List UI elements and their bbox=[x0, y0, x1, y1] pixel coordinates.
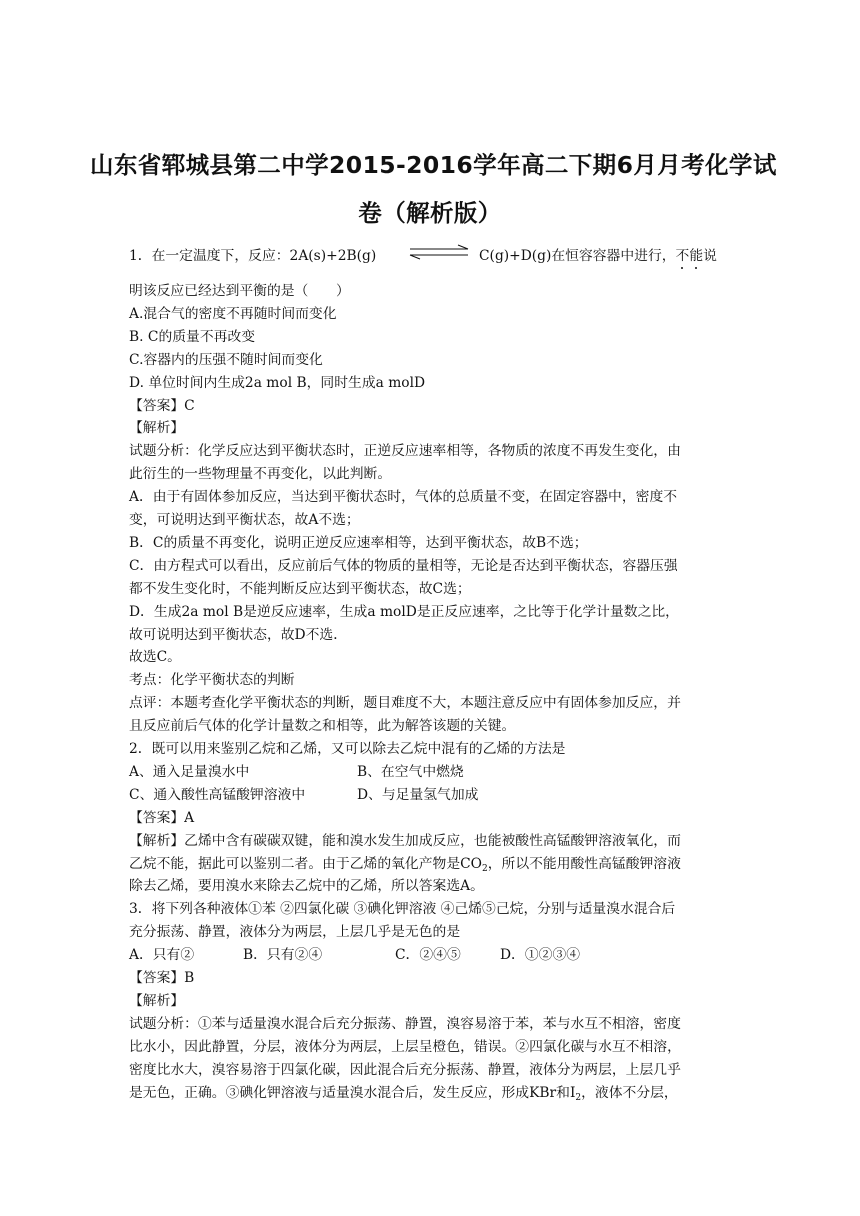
q3-analysis-line-2: 比水小，因此静置，分层，液体分为两层，上层呈橙色，错误。②四氯化碳与水互不相溶， bbox=[129, 1039, 681, 1055]
q1-answer: 【答案】C bbox=[129, 398, 195, 414]
q1-option-c: C.容器内的压强不随时间而变化 bbox=[129, 352, 323, 368]
q3-analysis-line-3: 密度比水大，溴容易溶于四氯化碳，因此混合后充分振荡、静置，液体分为两层，上层几乎 bbox=[129, 1062, 681, 1078]
q3-stem-line-2: 充分振荡、静置，液体分为两层，上层几乎是无色的是 bbox=[129, 924, 461, 940]
q1-emphasis-not: 不 bbox=[675, 248, 690, 264]
q1-analysis-line-8: D．生成2a mol B是逆反应速率，生成a molD是正反应速率，之比等于化学计量数之比， bbox=[129, 604, 679, 620]
q1-analysis-line-7: 都不发生变化时，不能判断反应达到平衡状态，故C选； bbox=[129, 581, 471, 597]
q2-option-a: A、通入足量溴水中 bbox=[129, 764, 250, 780]
q2-analysis-line-2-pre: 乙烷不能，据此可以鉴别二者。由于乙烯的氧化产物是CO bbox=[129, 856, 482, 872]
q1-analysis-line-10: 故选C。 bbox=[129, 649, 181, 665]
q3-analysis-label: 【解析】 bbox=[129, 993, 185, 1009]
q1-analysis-line-13: 且反应前后气体的化学计量数之和相等，此为解答该题的关键。 bbox=[129, 718, 516, 734]
q2-option-b: B、在空气中燃烧 bbox=[357, 764, 464, 780]
q1-analysis-line-4: 变，可说明达到平衡状态，故A不选； bbox=[129, 512, 360, 528]
q3-analysis-line-4 bbox=[129, 1087, 678, 1103]
q1-analysis-line-5: B．C的质量不再变化，说明正逆反应速率相等，达到平衡状态，故B不选； bbox=[129, 535, 588, 551]
q2-analysis-line-3: 除去乙烯，要用溴水来除去乙烷中的乙烯，所以答案选A。 bbox=[129, 878, 484, 894]
q3-analysis-line-4-post: ，液体不分层， bbox=[581, 1085, 678, 1101]
q1-analysis-label: 【解析】 bbox=[129, 420, 185, 436]
q1-option-a: A.混合气的密度不再随时间而变化 bbox=[129, 306, 337, 322]
q3-option-c: C．②④⑤ bbox=[395, 947, 461, 963]
q1-stem-line-2: 明该反应已经达到平衡的是（ ） bbox=[129, 283, 350, 299]
document-title-line-1: 山东省郓城县第二中学2015-2016学年高二下期6月月考化学试 bbox=[90, 151, 777, 179]
q1-stem-part-3: 说 bbox=[703, 248, 717, 264]
q1-analysis-line-2: 此衍生的一些物理量不再变化，以此判断。 bbox=[129, 466, 392, 482]
q3-option-b: B．只有②④ bbox=[243, 947, 323, 963]
q1-stem-line-1-cont bbox=[479, 250, 717, 264]
q2-co2-subscript: 2 bbox=[482, 864, 488, 874]
q3-option-d: D．①②③④ bbox=[500, 947, 581, 963]
document-title-line-2: 卷（解析版） bbox=[358, 199, 502, 227]
q1-analysis-line-6: C．由方程式可以看出，反应前后气体的物质的量相等，无论是否达到平衡状态，容器压强 bbox=[129, 558, 678, 574]
q3-answer: 【答案】B bbox=[129, 970, 195, 986]
q1-analysis-line-9: 故可说明达到平衡状态，故D不选． bbox=[129, 627, 348, 643]
q3-analysis-line-1: 试题分析：①苯与适量溴水混合后充分振荡、静置，溴容易溶于苯，苯与水互不相溶，密度 bbox=[129, 1016, 681, 1032]
q1-analysis-line-12: 点评：本题考查化学平衡状态的判断，题目难度不大，本题注意反应中有固体参加反应，并 bbox=[129, 695, 681, 711]
q2-analysis-line-1: 【解析】乙烯中含有碳碳双键，能和溴水发生加成反应，也能被酸性高锰酸钾溶液氧化，而 bbox=[129, 833, 681, 849]
q1-stem-line-1 bbox=[129, 250, 376, 264]
q3-analysis-line-4-pre: 是无色，正确。③碘化钾溶液与适量溴水混合后，发生反应，形成KBr和I bbox=[129, 1085, 576, 1101]
q2-analysis-line-2-post: ，所以不能用酸性高锰酸钾溶液 bbox=[487, 856, 681, 872]
q1-analysis-line-1: 试题分析：化学反应达到平衡状态时，正逆反应速率相等，各物质的浓度不再发生变化，由 bbox=[129, 443, 681, 459]
q2-stem: 2．既可以用来鉴别乙烷和乙烯，又可以除去乙烷中混有的乙烯的方法是 bbox=[129, 741, 566, 757]
q1-emphasis-can: 能 bbox=[689, 248, 704, 264]
q2-analysis-line-2 bbox=[129, 858, 681, 874]
q2-option-d: D、与足量氢气加成 bbox=[357, 787, 479, 803]
q2-answer: 【答案】A bbox=[129, 810, 195, 826]
q1-analysis-line-11: 考点：化学平衡状态的判断 bbox=[129, 672, 295, 688]
q3-option-a: A．只有② bbox=[129, 947, 195, 963]
q3-i2-subscript: 2 bbox=[575, 1093, 582, 1103]
q1-option-d: D. 单位时间内生成2a mol B，同时生成a molD bbox=[129, 375, 426, 391]
q1-option-b: B. C的质量不再改变 bbox=[129, 329, 256, 345]
q1-stem-part-1: 1．在一定温度下，反应：2A(s)+2B(g) bbox=[129, 248, 377, 264]
q1-stem-part-2: C(g)+D(g)在恒容容器中进行， bbox=[479, 248, 676, 264]
q2-option-c: C、通入酸性高锰酸钾溶液中 bbox=[129, 787, 306, 803]
equilibrium-arrows-icon bbox=[408, 244, 470, 260]
q3-stem-line-1: 3．将下列各种液体①苯 ②四氯化碳 ③碘化钾溶液 ④己烯⑤己烷，分别与适量溴水混合后 bbox=[129, 901, 676, 917]
q1-analysis-line-3: A．由于有固体参加反应，当达到平衡状态时，气体的总质量不变，在固定容器中，密度不 bbox=[129, 489, 678, 505]
